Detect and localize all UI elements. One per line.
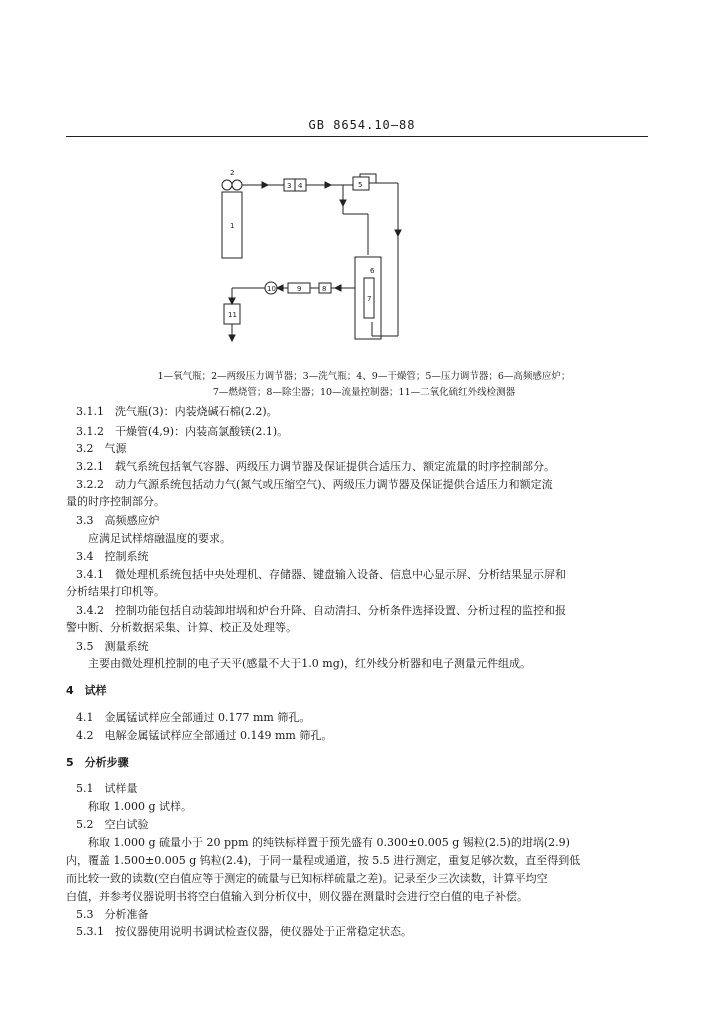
label-5: 5 [358, 181, 363, 189]
clause-3-2-2-line-2: 量的时序控制部分。 [66, 495, 165, 508]
clause-5-3-1: 5.3.1 按仪器使用说明书调试检查仪器，使仪器处于正常稳定状态。 [76, 925, 412, 938]
figure-caption-line-2: 7—燃烧管；8—除尘器；10—流量控制器；11—二氧化硫红外线检测器 [212, 387, 516, 398]
clause-3-2-1: 3.2.1 载气系统包括氧气容器、两级压力调节器及保证提供合适压力、额定流量的时序控制部分。 [76, 460, 555, 473]
clause-5-2-line-2: 内，覆盖 1.500±0.005 g 钨粒(2.4)，于同一量程或通道，按 5.5 进行测定，重复足够次数，直至得到低 [66, 854, 581, 867]
label-10: 10 [267, 285, 276, 293]
section-5-heading: 5 分析步骤 [66, 756, 129, 769]
clause-5-2-line-1: 称取 1.000 g 硫量小于 20 ppm 的纯铁标样置于预先盛有 0.300±0.005 g 锡粒(2.5)的坩埚(2.9) [88, 836, 570, 849]
header-rule [66, 136, 648, 137]
clause-3-2-heading: 3.2 气源 [76, 442, 127, 455]
clause-4-2: 4.2 电解金属锰试样应全部通过 0.149 mm 筛孔。 [76, 729, 333, 742]
label-6: 6 [370, 267, 375, 275]
figure-caption-line-1: 1—氧气瓶；2—两级压力调节器；3—洗气瓶；4、9—干燥管；5—压力调节器；6—高频感应炉； [157, 371, 571, 382]
clause-3-5-heading: 3.5 测量系统 [76, 640, 149, 653]
apparatus-diagram [200, 160, 420, 355]
clause-5-2-line-4: 白值，并参考仪器说明书将空白值输入到分析仪中，则仪器在测量时会进行空白值的电子补偿。 [66, 890, 528, 903]
label-3: 3 [287, 182, 292, 190]
clause-3-1-1: 3.1.1 洗气瓶(3)：内装烧碱石棉(2.2)。 [76, 405, 278, 418]
clause-3-4-2-line-2: 警中断、分析数据采集、计算、校正及处理等。 [66, 621, 297, 634]
clause-3-4-1-line-2: 分析结果打印机等。 [66, 585, 165, 598]
label-1: 1 [230, 222, 235, 230]
label-7: 7 [367, 295, 372, 303]
clause-3-4-1-line-1: 3.4.1 微处理机系统包括中央处理机、存储器、键盘输入设备、信息中心显示屏、分析结果显示屏和 [76, 568, 566, 581]
clause-3-4-heading: 3.4 控制系统 [76, 550, 149, 563]
clause-5-1-heading: 5.1 试样量 [76, 782, 138, 795]
clause-3-2-2-line-1: 3.2.2 动力气源系统包括动力气(氮气或压缩空气)、两级压力调节器及保证提供合适压力和额定流 [76, 478, 553, 491]
clause-4-1: 4.1 金属锰试样应全部通过 0.177 mm 筛孔。 [76, 711, 311, 724]
clause-5-2-heading: 5.2 空白试验 [76, 818, 149, 831]
clause-3-3-heading: 3.3 高频感应炉 [76, 514, 160, 527]
label-11: 11 [228, 311, 237, 319]
clause-5-1-text: 称取 1.000 g 试样。 [88, 800, 193, 813]
regulator-circle-left [222, 180, 232, 190]
clause-5-2-line-3: 而比较一致的读数(空白值应等于测定的硫量与已知标样硫量之差)。记录至少三次读数，计算平均空 [66, 872, 548, 885]
clause-5-3-heading: 5.3 分析准备 [76, 908, 149, 921]
label-2: 2 [230, 169, 235, 177]
section-4-heading: 4 试样 [66, 684, 107, 697]
clause-3-4-2-line-1: 3.4.2 控制功能包括自动装卸坩埚和炉台升降、自动清扫、分析条件选择设置、分析过程的监控和报 [76, 604, 566, 617]
clause-3-5-text: 主要由微处理机控制的电子天平(感量不大于1.0 mg)，红外线分析器和电子测量元件组成。 [88, 657, 532, 670]
label-9: 9 [297, 285, 302, 293]
standard-code-header: GB 8654.10—88 [308, 118, 416, 132]
clause-3-1-2: 3.1.2 干燥管(4,9)：内装高氯酸镁(2.1)。 [76, 425, 289, 438]
clause-3-3-text: 应满足试样熔融温度的要求。 [88, 532, 231, 545]
label-4: 4 [298, 182, 303, 190]
label-8: 8 [322, 285, 327, 293]
regulator-circle-right [232, 180, 242, 190]
